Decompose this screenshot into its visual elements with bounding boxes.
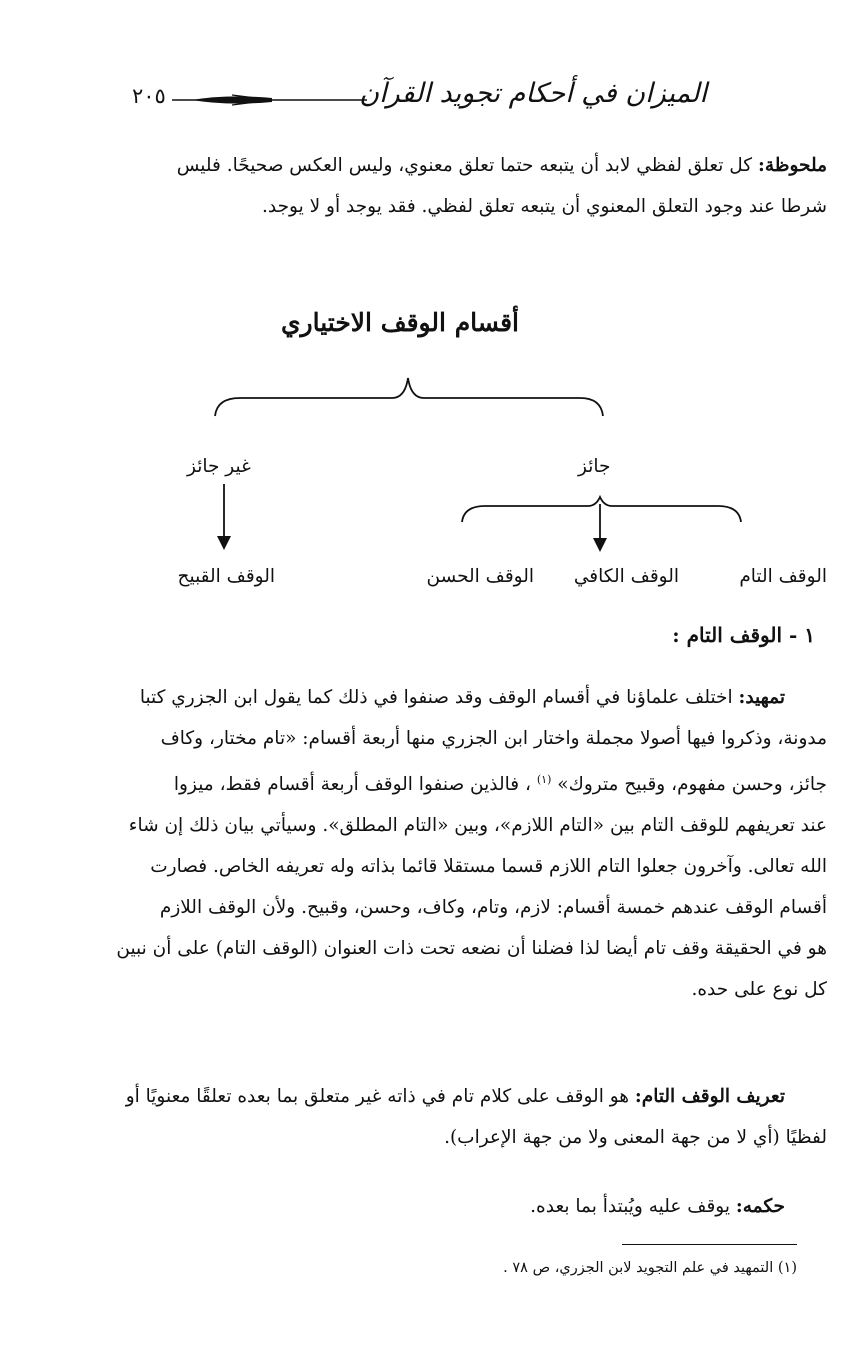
ruling-text: يوقف عليه ويُبتدأ بما بعده. [530,1196,730,1217]
ruling-paragraph [37,1186,827,1227]
node-complete-stop: الوقف التام [739,566,827,587]
intro-line-3: جائز، وحسن مفهوم، وقبيح متروك» $^{(١)}$ ، فالذين صنفوا الوقف أربعة أقسام فقط، ميزوا [173,773,827,796]
intro-label: تمهيد: [738,687,785,708]
node-allowed: جائز [578,456,611,477]
definition-line-1: تعريف الوقف التام: هو الوقف على كلام تام في ذاته غير متعلق بما بعده تعلقًا معنويًا أو [125,1086,785,1107]
intro-line-6: أقسام الوقف عندهم خمسة أقسام: لازم، وتام، وكاف، وحسن، وقبيح. ولأن الوقف اللازم [159,897,827,919]
intro-paragraph [37,677,827,1010]
note-paragraph [37,145,827,227]
footnote-reference[interactable]: (١) [536,773,552,786]
node-good-stop: الوقف الحسن [426,566,534,587]
node-bad-stop: الوقف القبيح [177,566,275,587]
page-number: ٢٠٥ [132,84,166,108]
allowed-brace [462,497,741,522]
running-header-title: الميزان في أحكام تجويد القرآن [359,78,707,109]
intro-line-2: مدونة، وذكروا فيها أصولا مجملة واختار ابن الجزري منها أربعة أقسام: «تام مختار، وكاف [160,728,827,749]
intro-line-1: تمهيد: اختلف علماؤنا في أقسام الوقف وقد صنفوا في ذلك كما يقول ابن الجزري كتبا [139,687,785,708]
note-label: ملحوظة: [757,155,827,176]
ruling-label: حكمه: [735,1196,785,1217]
note-text-1: كل تعلق لفظي لابد أن يتبعه حتما تعلق معنوي، وليس العكس صحيحًا. فليس [176,155,753,176]
definition-label: تعريف الوقف التام: [634,1086,785,1107]
sub-heading: ١ - الوقف التام : [672,623,815,647]
classification-diagram [140,372,780,582]
footnote-separator [622,1244,797,1245]
top-brace [215,378,603,416]
intro-line-5: الله تعالى. وآخرون جعلوا التام اللازم قسما مستقلا قائما بذاته وله تعريفه الخاص. فصارت [150,856,827,878]
note-line-2: شرطا عند وجود التعلق المعنوي أن يتبعه تعلق لفظي. فقد يوجد أو لا يوجد. [262,196,827,217]
note-line-1 [37,145,827,186]
intro-line-7: هو في الحقيقة وقف تام أيضا لذا فضلنا أن نضعه تحت ذات العنوان (الوقف التام) على أن نبين [116,938,827,960]
node-sufficient-stop: الوقف الكافي [573,566,679,587]
header-ornament-rule [172,92,372,112]
node-not-allowed: غير جائز [187,456,251,477]
intro-line-4: عند تعريفهم للوقف التام بين «التام اللازم»، وبين «التام المطلق». وسيأتي بيان ذلك إن شاء [128,815,827,837]
definition-line-2: لفظيًا (أي لا من جهة المعنى ولا من جهة الإعراب). [444,1127,827,1148]
intro-line-8: كل نوع على حده. [691,979,827,1001]
section-title: أقسام الوقف الاختياري [280,308,519,337]
footnote: (١) التمهيد في علم التجويد لابن الجزري، ص ٧٨ . [503,1260,797,1276]
definition-paragraph [37,1076,827,1158]
